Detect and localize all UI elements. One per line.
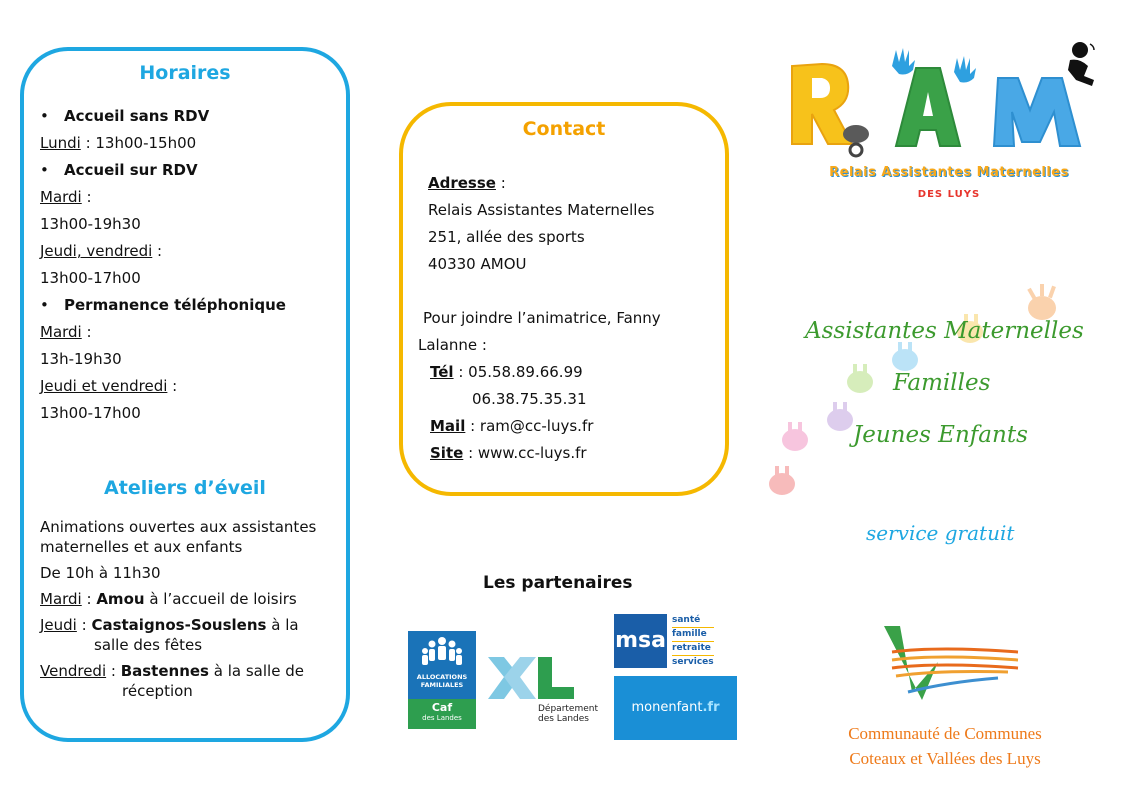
mail-label: Mail <box>430 417 466 435</box>
contact-title: Contact <box>522 118 606 140</box>
bullet-accueil-sur-rdv: • Accueil sur RDV <box>40 161 198 179</box>
site-url[interactable]: : www.cc-luys.fr <box>463 444 587 462</box>
hand-purple-icon <box>827 402 853 431</box>
audience-familles: Familles <box>893 370 991 396</box>
msa-logo <box>614 614 726 668</box>
adresse-colon: : <box>495 174 506 192</box>
dept-text-1: Département <box>538 704 598 714</box>
address-line-1: Relais Assistantes Maternelles <box>428 201 655 219</box>
joindre-line-2: Lalanne : <box>418 336 487 354</box>
caf-logo-top <box>408 631 476 699</box>
atelier-vendredi <box>40 661 335 701</box>
tel-line <box>418 362 718 389</box>
perm-mardi-label: Mardi <box>40 323 82 341</box>
atelier-mardi <box>40 589 335 609</box>
caf-sub: des Landes <box>422 714 462 722</box>
caf-text-2: FAMILIALES <box>420 681 464 689</box>
hand-orange-icon <box>1027 284 1056 320</box>
monenfant-logo <box>614 676 737 740</box>
dept-landes-logo-icon <box>486 655 578 703</box>
accueil-sur-rdv: Accueil sur RDV <box>64 161 198 179</box>
joindre-line-1: Pour joindre l’animatrice, Fanny <box>423 309 661 327</box>
bullet-accueil-sans-rdv: • Accueil sans RDV <box>40 107 210 125</box>
hand-green-icon <box>847 364 873 393</box>
msa-text-3: retraite <box>672 642 714 656</box>
atelier-vendredi-sep: : <box>106 662 121 680</box>
mardi-line <box>40 187 340 214</box>
permanence-telephonique: Permanence téléphonique <box>64 296 286 314</box>
atelier-jeudi-rest2: salle des fêtes <box>94 636 203 654</box>
partenaires-title: Les partenaires <box>483 573 633 593</box>
address-line-3: 40330 AMOU <box>428 255 527 273</box>
atelier-jeudi-label: Jeudi <box>40 616 77 634</box>
lundi-time: : 13h00-15h00 <box>80 134 197 152</box>
msa-badge: msa <box>614 614 667 668</box>
horaires-content <box>40 106 340 430</box>
perm-mardi-colon: : <box>81 323 92 341</box>
mardi-time: 13h00-19h30 <box>40 215 141 233</box>
dept-landes-text <box>538 704 598 724</box>
perm-jeudi-label: Jeudi et vendredi <box>40 377 168 395</box>
perm-mardi-time: 13h-19h30 <box>40 350 122 368</box>
ateliers-intro: Animations ouvertes aux assistantes maternelles et aux enfants <box>40 518 317 556</box>
horaires-title: Horaires <box>139 62 231 84</box>
communaute-line-1: Communauté de Communes <box>848 724 1042 743</box>
site-line <box>418 443 718 470</box>
tel-number-2[interactable]: 06.38.75.35.31 <box>472 390 587 408</box>
address-line-2: 251, allée des sports <box>428 228 585 246</box>
msa-text-1: santé <box>672 614 714 628</box>
perm-mardi-line <box>40 322 340 349</box>
atelier-jeudi <box>40 615 335 655</box>
ram-subtitle-2: DES LUYS <box>917 189 981 200</box>
atelier-jeudi-place: Castaignos-Souslens <box>91 616 267 634</box>
atelier-vendredi-rest: à la salle de <box>209 662 304 680</box>
ateliers-content <box>40 517 335 701</box>
mardi-colon: : <box>81 188 92 206</box>
caf-people-icon <box>408 633 476 673</box>
jeudi-vendredi-time: 13h00-17h00 <box>40 269 141 287</box>
mardi-label: Mardi <box>40 188 82 206</box>
msa-text-2: famille <box>672 628 714 642</box>
atelier-mardi-label: Mardi <box>40 590 82 608</box>
contact-content <box>418 173 718 470</box>
ateliers-hours: De 10h à 11h30 <box>40 564 161 582</box>
adresse-label: Adresse <box>428 174 496 192</box>
jeudi-vendredi-colon: : <box>152 242 163 260</box>
msa-text-4: services <box>672 657 714 667</box>
ram-logo-icon <box>784 38 1104 208</box>
jeudi-vendredi-label: Jeudi, vendredi <box>40 242 153 260</box>
caf-logo-bottom <box>408 699 476 729</box>
bullet-permanence: • Permanence téléphonique <box>40 296 286 314</box>
perm-jeudi-colon: : <box>167 377 178 395</box>
communaute-logo-icon <box>878 622 1028 720</box>
tel-label: Tél <box>430 363 454 381</box>
msa-text <box>672 614 714 669</box>
caf-logo <box>408 631 476 729</box>
atelier-jeudi-sep: : <box>76 616 92 634</box>
mail-address[interactable]: : ram@cc-luys.fr <box>465 417 594 435</box>
atelier-mardi-sep: : <box>81 590 97 608</box>
tel-number-1[interactable]: : 05.58.89.66.99 <box>453 363 583 381</box>
atelier-vendredi-place: Bastennes <box>120 662 209 680</box>
atelier-mardi-rest: à l’accueil de loisirs <box>144 590 297 608</box>
accueil-sans-rdv: Accueil sans RDV <box>64 107 210 125</box>
lundi-label: Lundi <box>40 134 81 152</box>
audience-assistantes: Assistantes Maternelles <box>805 318 1084 344</box>
ram-subtitle: Relais Assistantes Maternelles <box>829 165 1069 180</box>
atelier-mardi-place: Amou <box>96 590 145 608</box>
dept-text-2: des Landes <box>538 714 589 724</box>
monenfant-tld: .fr <box>702 700 720 715</box>
atelier-vendredi-label: Vendredi <box>40 662 107 680</box>
communaute-line-2: Coteaux et Vallées des Luys <box>849 749 1041 768</box>
atelier-jeudi-rest: à la <box>266 616 299 634</box>
atelier-vendredi-rest2: réception <box>122 682 193 700</box>
caf-name: Caf <box>431 701 453 714</box>
hand-pink-icon <box>782 422 808 451</box>
monenfant-text: monenfant <box>631 700 703 715</box>
audience-jeunes-enfants: Jeunes Enfants <box>853 422 1028 448</box>
perm-jeudi-time: 13h00-17h00 <box>40 404 141 422</box>
jeudi-vendredi-line <box>40 241 340 268</box>
service-gratuit: service gratuit <box>866 521 1015 545</box>
hand-red-icon <box>769 466 795 495</box>
hand-blue-icon <box>892 342 918 371</box>
mail-line <box>418 416 718 443</box>
caf-text-1: ALLOCATIONS <box>416 673 468 681</box>
ateliers-title: Ateliers d’éveil <box>104 477 266 499</box>
perm-jeudi-line <box>40 376 340 403</box>
site-label: Site <box>430 444 464 462</box>
lundi-line <box>40 133 340 160</box>
adresse-line <box>418 173 718 200</box>
